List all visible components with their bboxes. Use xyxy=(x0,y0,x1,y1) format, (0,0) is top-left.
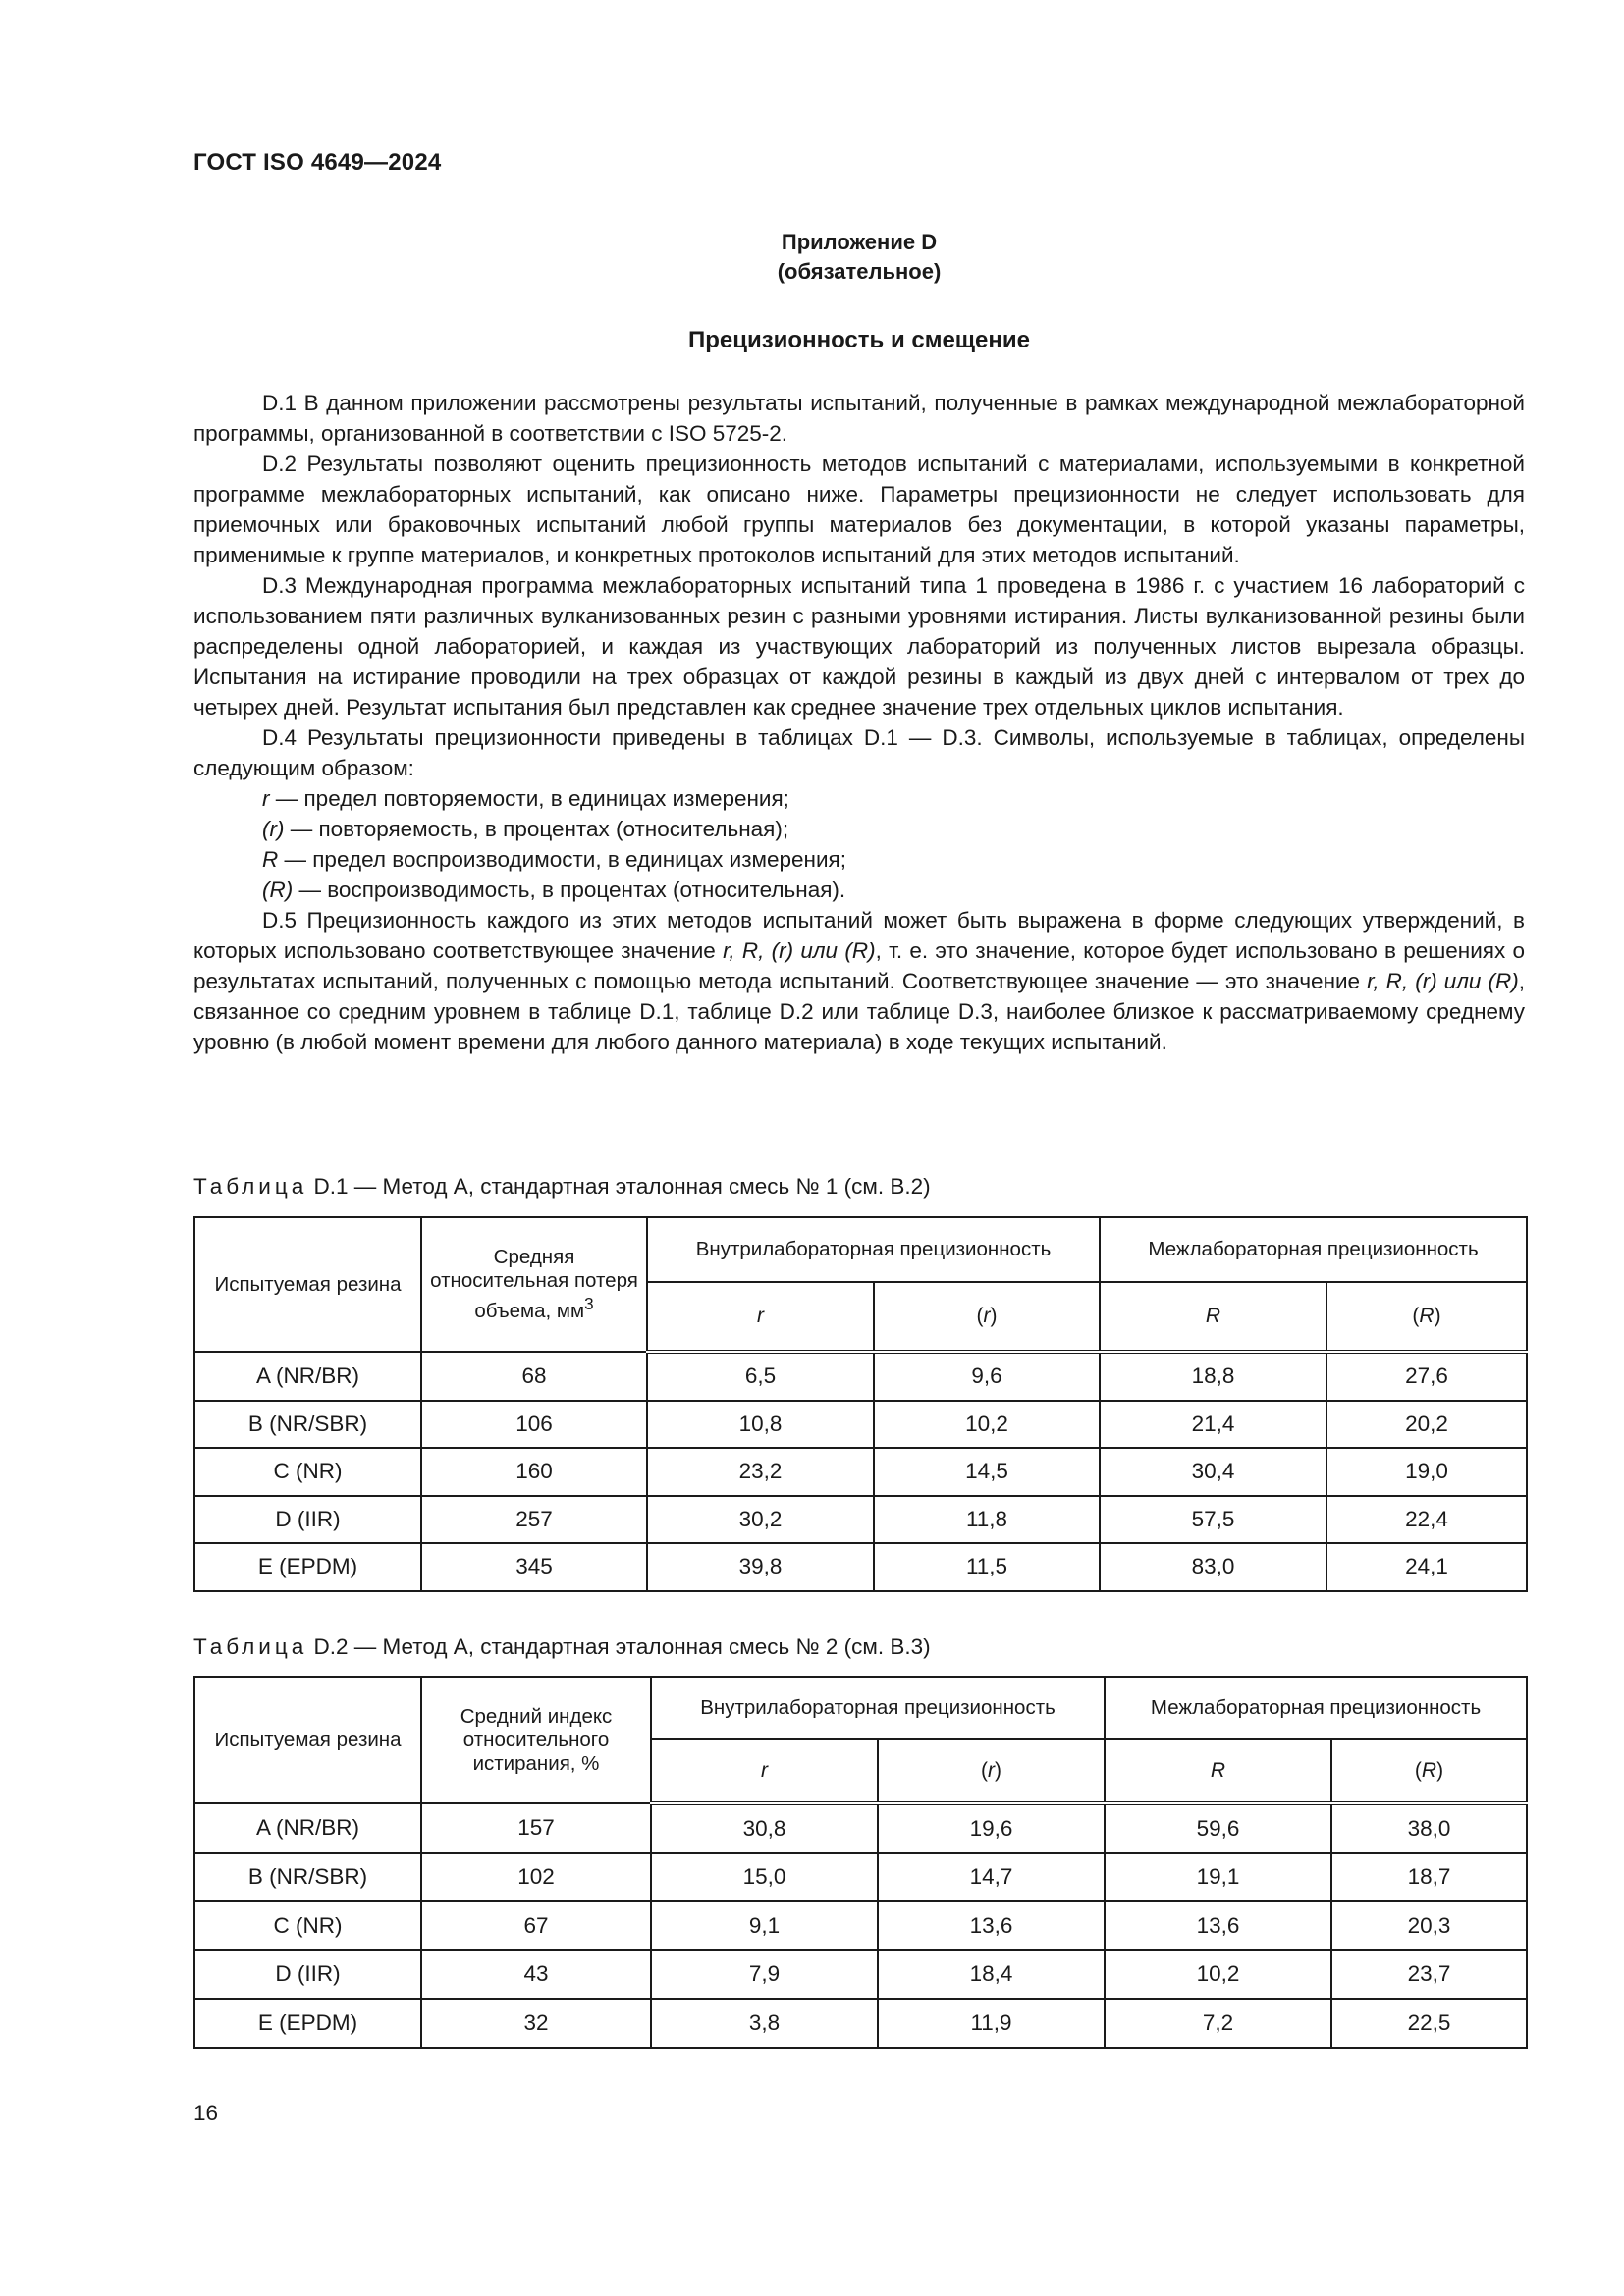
paragraph-d3: D.3 Международная программа межлабораторных испытаний типа 1 проведена в 1986 г. с участием 16 лабораторий с использованием пяти различных вулканизованных резин с разными уровнями истирания. Листы вулканизованной резины были распределены одной лабораторией, и каждая из участвующих лабораторий из полученных листов вырезала образцы. Испытания на истирание проводили на трех образцах от каждой резины в каждый из двух дней с интервалом от трех до четырех дней. Результат испытания был представлен как среднее значение трех отдельных циклов испытания. xyxy=(193,573,1525,720)
table-row xyxy=(194,1543,1527,1591)
table-cell: B (NR/SBR) xyxy=(194,1401,421,1449)
table-cell: 24,1 xyxy=(1326,1543,1527,1591)
table-cell: 38,0 xyxy=(1331,1803,1527,1853)
table-cell: 83,0 xyxy=(1100,1543,1326,1591)
table-cell: 3,8 xyxy=(651,1999,878,2048)
table-cell: D (IIR) xyxy=(194,1496,421,1544)
table-cell: B (NR/SBR) xyxy=(194,1853,421,1902)
table-cell: 19,1 xyxy=(1105,1853,1331,1902)
table-d1 xyxy=(193,1216,1528,1592)
column-header-within-lab: Внутрилабораторная прецизионность xyxy=(647,1217,1100,1282)
definition-item: r — предел повторяемости, в единицах измерения; xyxy=(262,786,789,811)
table-cell: 30,8 xyxy=(651,1803,878,1853)
column-header-r: r xyxy=(651,1739,878,1803)
annex-title: Прецизионность и смещение xyxy=(687,327,1031,353)
column-header-between-lab: Межлабораторная прецизионность xyxy=(1105,1677,1527,1739)
table-cell: 30,4 xyxy=(1100,1448,1326,1496)
table-cell: 18,8 xyxy=(1100,1352,1326,1401)
table-row xyxy=(194,1853,1527,1902)
table-cell: 157 xyxy=(421,1803,651,1853)
body-text xyxy=(193,388,1525,1057)
table-cell: 39,8 xyxy=(647,1543,874,1591)
column-header-rubber: Испытуемая резина xyxy=(194,1677,421,1803)
table-row xyxy=(194,1950,1527,2000)
column-header-r-percent: (r) xyxy=(874,1282,1100,1352)
table-cell: 345 xyxy=(421,1543,647,1591)
table-cell: 102 xyxy=(421,1853,651,1902)
table-cell: 13,6 xyxy=(1105,1901,1331,1950)
table-cell: E (EPDM) xyxy=(194,1999,421,2048)
table-cell: 7,9 xyxy=(651,1950,878,2000)
page-number: 16 xyxy=(193,2101,219,2125)
table-cell: 67 xyxy=(421,1901,651,1950)
column-header-r: r xyxy=(647,1282,874,1352)
column-header-big-r: R xyxy=(1100,1282,1326,1352)
table-cell: C (NR) xyxy=(194,1448,421,1496)
table-row xyxy=(194,1401,1527,1449)
column-header-r-percent: (r) xyxy=(878,1739,1105,1803)
column-header-within-lab: Внутрилабораторная прецизионность xyxy=(651,1677,1105,1739)
table-cell: 30,2 xyxy=(647,1496,874,1544)
definition-item: R — предел воспроизводимости, в единицах измерения; xyxy=(262,847,846,872)
table-cell: 6,5 xyxy=(647,1352,874,1401)
table-row xyxy=(194,1901,1527,1950)
table-cell: 14,7 xyxy=(878,1853,1105,1902)
table-cell: 68 xyxy=(421,1352,647,1401)
table-cell: 19,0 xyxy=(1326,1448,1527,1496)
table-cell: E (EPDM) xyxy=(194,1543,421,1591)
column-header-rubber: Испытуемая резина xyxy=(194,1217,421,1352)
column-header-mean: Средний индекс относительного истирания, % xyxy=(421,1677,651,1803)
table-row xyxy=(194,1496,1527,1544)
table-cell: 14,5 xyxy=(874,1448,1100,1496)
table-cell: 11,8 xyxy=(874,1496,1100,1544)
table-cell: 18,7 xyxy=(1331,1853,1527,1902)
table2-caption: Таблица D.2 — Метод А, стандартная эталонная смесь № 2 (см. В.3) xyxy=(193,1634,931,1659)
paragraph-d5: D.5 Прецизионность каждого из этих методов испытаний может быть выражена в форме следующих утверждений, в которых использовано соответствующее значение r, R, (r) или (R), т. е. это значение, которое будет использовано в решениях о результатах испытаний, полученных с помощью метода испытаний. Соответствующее значение — это значение r, R, (r) или (R), связанное со средним уровнем в таблице D.1, таблице D.2 или таблице D.3, наиболее близкое к рассматриваемому среднему уровню (в любой момент времени для любого данного материала) в ходе текущих испытаний. xyxy=(193,908,1525,1054)
table-cell: 11,9 xyxy=(878,1999,1105,2048)
table-cell: 59,6 xyxy=(1105,1803,1331,1853)
table-cell: C (NR) xyxy=(194,1901,421,1950)
table-cell: 20,2 xyxy=(1326,1401,1527,1449)
column-header-big-r-percent: (R) xyxy=(1331,1739,1527,1803)
table-cell: 9,6 xyxy=(874,1352,1100,1401)
table-cell: 21,4 xyxy=(1100,1401,1326,1449)
table-cell: 23,7 xyxy=(1331,1950,1527,2000)
table-cell: 43 xyxy=(421,1950,651,2000)
table-cell: A (NR/BR) xyxy=(194,1803,421,1853)
table-cell: 19,6 xyxy=(878,1803,1105,1853)
table-cell: 22,4 xyxy=(1326,1496,1527,1544)
table-row xyxy=(194,1448,1527,1496)
table-cell: 20,3 xyxy=(1331,1901,1527,1950)
table-cell: 257 xyxy=(421,1496,647,1544)
table-cell: A (NR/BR) xyxy=(194,1352,421,1401)
table-cell: 32 xyxy=(421,1999,651,2048)
table1-caption: Таблица D.1 — Метод А, стандартная эталонная смесь № 1 (см. В.2) xyxy=(193,1174,931,1199)
table-cell: 57,5 xyxy=(1100,1496,1326,1544)
table-cell: 10,2 xyxy=(1105,1950,1331,2000)
table-cell: 9,1 xyxy=(651,1901,878,1950)
table-cell: 15,0 xyxy=(651,1853,878,1902)
paragraph-d1: D.1 В данном приложении рассмотрены результаты испытаний, полученные в рамках международной межлабораторной программы, организованной в соответствии с ISO 5725-2. xyxy=(193,391,1525,446)
table-cell: 22,5 xyxy=(1331,1999,1527,2048)
table-row xyxy=(194,1803,1527,1853)
column-header-big-r-percent: (R) xyxy=(1326,1282,1527,1352)
paragraph-d4: D.4 Результаты прецизионности приведены в таблицах D.1 — D.3. Символы, используемые в таблицах, определены следующим образом: xyxy=(193,725,1525,780)
table-cell: 13,6 xyxy=(878,1901,1105,1950)
table-cell: 10,2 xyxy=(874,1401,1100,1449)
column-header-big-r: R xyxy=(1105,1739,1331,1803)
table-row xyxy=(194,1999,1527,2048)
table-row xyxy=(194,1352,1527,1401)
annex-heading xyxy=(193,228,1525,287)
definition-item: (r) — повторяемость, в процентах (относительная); xyxy=(262,817,789,841)
table-cell: 160 xyxy=(421,1448,647,1496)
table-cell: 106 xyxy=(421,1401,647,1449)
column-header-mean: Средняя относительная потеря объема, $мм^3$ xyxy=(421,1217,647,1352)
table-cell: 27,6 xyxy=(1326,1352,1527,1401)
column-header-between-lab: Межлабораторная прецизионность xyxy=(1100,1217,1527,1282)
table-cell: 23,2 xyxy=(647,1448,874,1496)
paragraph-d2: D.2 Результаты позволяют оценить прецизионность методов испытаний с материалами, используемыми в конкретной программе межлабораторных испытаний, как описано ниже. Параметры прецизионности не следует использовать для приемочных или браковочных испытаний любой группы материалов без документации, в которой указаны параметры, применимые к группе материалов, и конкретных протоколов испытаний для этих методов испытаний. xyxy=(193,452,1525,567)
table-cell: 10,8 xyxy=(647,1401,874,1449)
definition-item: (R) — воспроизводимость, в процентах (относительная). xyxy=(262,878,846,902)
document-code: ГОСТ ISO 4649—2024 xyxy=(193,149,442,176)
table-d2 xyxy=(193,1676,1528,2049)
annex-status: (обязательное) xyxy=(777,259,942,284)
table-cell: 7,2 xyxy=(1105,1999,1331,2048)
table-cell: 18,4 xyxy=(878,1950,1105,2000)
annex-label: Приложение D xyxy=(781,230,938,254)
table-cell: 11,5 xyxy=(874,1543,1100,1591)
table-cell: D (IIR) xyxy=(194,1950,421,2000)
